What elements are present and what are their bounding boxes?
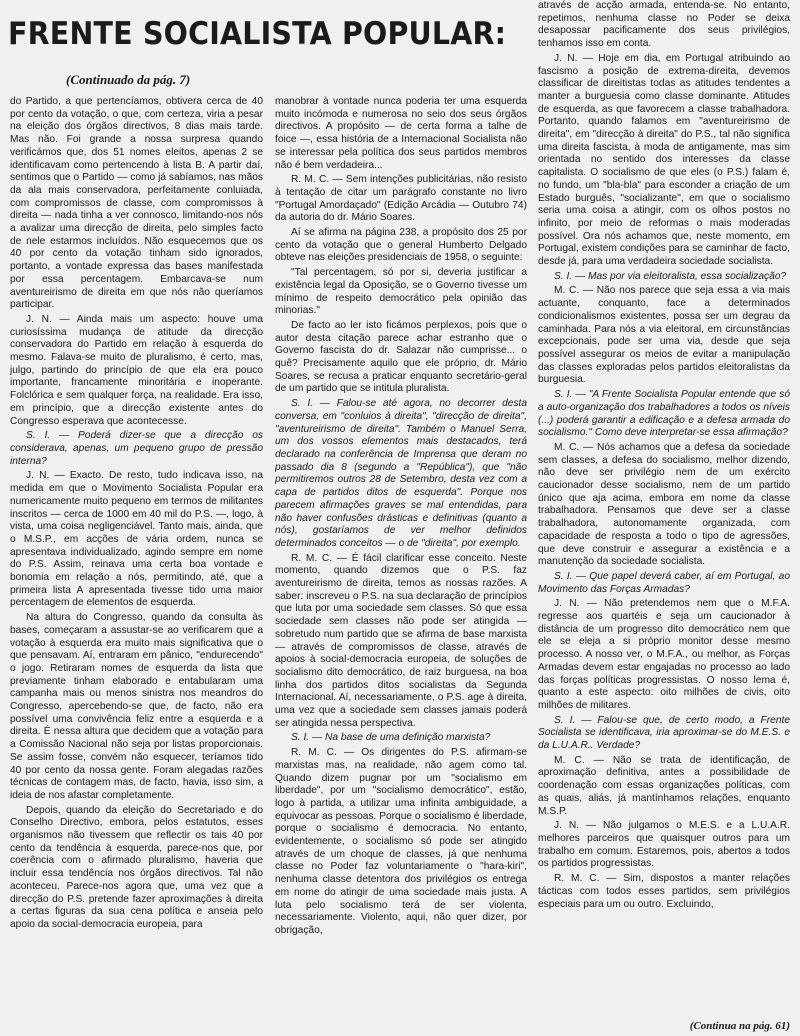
paragraph: S. I. — Que papel deverá caber, aí em Portugal, ao Movimento das Forças Armadas? [538,570,790,595]
paragraph: J. N. — Não julgamos o M.E.S. e a L.U.A.R. melhores parceiros que quaisquer outros para um trabalho em comum. Estaremos, pois, abertos a todos os partidos progressistas. [538,820,790,870]
paragraph: S. I. — "A Frente Socialista Popular entende que só a auto-organização dos trabalhadores a todos os níveis (...) poderá garantir a edificação e a defesa armada do socialismo." Como deve interpretar-se essa afirmação? [538,389,790,439]
paragraph: Na altura do Congresso, quando da consulta às bases, começaram a assustar-se ao verificarem que a votação à esquerda era muito mais significativa que o que pensavam. Aí, entraram em pânico, "endurecendo" o jogo. Retiraram nomes de esquerda da lista que previamente tinham elaborado e entabularam uma campanha mais ou menos sinistra nos meandros do Congresso, apercebendo-se que, de facto, não era possível uma convivência feliz entre a esquerda e a direita. É nessa altura que decidem que a votação para a Comissão Nacional não seja por listas proporcionais. Se assim fosse, convém não esquecer, teríamos tido 40 por cento da nossa gente. Foram alegadas razões técnicas de contagem mas, de facto, havia, isso sim, a ideia de nos afastar completamente. [10,612,263,801]
paragraph: S. I. — Falou-se até agora, no decorrer desta conversa, em "conluios à direita", "direcção de direita", "aventureirismo de direita". Também o Manuel Serra, um dos vossos elementos mais destacados, terá declarado na conferência de Imprensa que deram no passado dia 8 (segundo a "República"), que "não permitiremos outros 28 de Setembro, desta vez com a capa de partidos ditos de esquerda". Porque nos parecem afirmações graves se mal entendidas, para não haver confusões drásticas e definitivas (quanto a nós), gostaríamos de ver melhor definidos determinados conceitos — o de "direita", por exemplo. [275,398,527,549]
paragraph: J. N. — Exacto. De resto, tudo indicava isso, na medida em que o Movimento Socialista Popular era numericamente muito pequeno em termos de militantes inscritos — cerca de 1000 em 40 mil do P.S. —, logo, à vista, uma coisa negligenciável. Tanto mais, ainda, que o M.S.P., em acções de vária ordem, nunca se apresentava individualizado, agindo sempre em nome do P.S. Assim, reinava uma certa boa vontade e bonomia em relação a nós, permitindo, até, que a primeira lista A apresentada tivesse tido uma maior percentagem de elementos de esquerda. [10,470,263,609]
paragraph: através de acção armada, entenda-se. No entanto, repetimos, nenhuma classe no Poder se deixa desapossar pacificamente dos seus privilégios, tenhamos isso em conta. [538,0,790,50]
paragraph: R. M. C. — Sim, dispostos a manter relações tácticas com todos esses partidos, sem privilégios especiais para um ou outro. Excluindo, [538,873,790,910]
paragraph: M. C. — Não nos parece que seja essa a via mais actuante, conquanto, face a determinados condicionalismos existentes, possa ser um degrau da caminhada. Para nós a via eleitoral, em circunstâncias excepcionais, pode ser uma via, desde que seja possível assegurar os meios de evitar a manipulação das classes exploradas pelos partidos eleitoralistas da burguesia. [538,285,790,386]
paragraph: S. I. — Na base de uma definição marxista? [291,732,491,744]
paragraph: Depois, quando da eleição do Secretariado e do Conselho Directivo, embora, pelos estatutos, esses organismos não tivessem que reflectir os tais 40 por cento da tendência à esquerda, parece-nos que, por coerência com o afirmado pluralismo, haveria que incluir essa tendência nos órgãos directivos. Tal não aconteceu. Parece-nos agora que, uma vez que a direcção do P.S. pretende fazer aproximações à direita a certas figuras da sua cena política e anseia pelo apoio da social-democracia europeia, para [10,804,263,930]
paragraph: S. I. — Mas por via eleitoralista, essa socialização? [554,270,787,282]
text-column-3 [538,0,790,1018]
paragraph: S. I. — Poderá dizer-se que a direcção os considerava, apenas, um pequeno grupo de pressão interna? [10,430,263,467]
paragraph: J. N. — Não pretendemos nem que o M.F.A. regresse aos quartéis e seja um caucionador à distância de um progresso dito democrático nem que ele se eleja a si próprio monitor desse mesmo processo. A nosso ver, o M.F.A., ou melhor, as Forças Armadas devem estar engajadas no processo ao lado das forças políticas progressistas. O nosso lema é, quanto a este aspecto: oito milhões de civis, oito milhões de militares. [538,598,790,711]
paragraph: M. C. — Nós achamos que a defesa da sociedade sem classes, a defesa do socialismo, melhor dizendo, não deve ser privilégio nem de um exército caucionador desse socialismo, nem de um partido único que aja acima, embora em nome da classe trabalhadora. Pensamos que deve ser a classe trabalhadora, autonomamente organizada, com capacidade de resposta a todo o tipo de agressões, que deve construir e assegurar a existência e a manutenção da sociedade socialista. [538,441,790,568]
continued-from-note: (Continuado da pág. 7) [66,72,191,87]
paragraph: manobrar à vontade nunca poderia ter uma esquerda muito incómoda e numerosa no seio dos seus órgãos directivos. A propósito — de certa forma a talhe de foice —, essa história de a Internacional Socialista não se interessar pela política dos seus partidos membros não é bem verdadeira... [275,96,527,171]
paragraph: "Tal percentagem, só por si, deveria justificar a existência legal da Oposição, se o Governo tivesse um mínimo de respeito democrático pela opinião das minorias." [275,267,527,317]
article-headline: FRENTE SOCIALISTA POPULAR: [8,16,507,52]
text-column-2 [275,96,527,1018]
paragraph: R. M. C. — Os dirigentes do P.S. afirmam-se marxistas mas, na realidade, não agem como tal. Quando dizem pugnar por um "socialismo em liberdade", por um "socialismo democrático", estão, logo à partida, a utilizar uma infinita ambiguidade, a equivocar as pessoas. Porque o socialismo é liberdade, porque o socialismo é democracia. No entanto, evidentemente, o socialismo só pode ser atingido através de um choque de classes, já que nenhuma classe no Poder faz voluntariamente o "hara-kiri", nenhuma classe detentora dos privilégios os entrega em nome do atingir de uma sociedade mais justa. A luta pelo socialismo terá de ser violenta, necessariamente. Violento, aqui, não quer dizer, por obrigação, [275,747,527,936]
paragraph: Aí se afirma na página 238, a propósito dos 25 por cento da votação que o general Humberto Delgado obteve nas eleições presidenciais de 1958, o seguinte: [275,227,527,264]
text-column-1 [10,96,263,1018]
continued-to-note: (Continua na pág. 61) [689,1020,790,1032]
paragraph: De facto ao ler isto ficámos perplexos, pois que o autor desta citação parece achar estranho que o Governo fascista do dr. Salazar não cumprisse... o quê? Precisamente aquilo que ele próprio, dr. Mário Soares, se recusa a praticar enquanto secretário-geral de um partido que se intitula pluralista. [275,319,527,395]
paragraph: J. N. — Ainda mais um aspecto: houve uma curiosíssima mudança de atitude da direcção conservadora do Partido em relação à esquerda do mesmo. Falava-se muito de pluralismo, é certo, mas, julgo, partindo do princípio de que ela era pouco importante, francamente minoritária e inoperante. Folclórica e sem qualquer força, na realidade. Era isso, em princípio, que a direcção existente antes do Congresso esperava que acontecesse. [10,313,263,427]
paragraph: R. M. C. — É fácil clarificar esse conceito. Neste momento, quando dizemos que o P.S. faz aventureirismo de direita, temos as nossas razões. A saber: inscreveu o P.S. na sua declaração de princípios que luta por uma sociedade sem classes. Só que essa sociedade sem classes não pode ser atingida — sobretudo num partido que se afirma de base marxista — através de compromissos de classe, através de apoios à social-democracia europeia, de soluções de socialismo dito democrático, de raiz burguesa, na boa linha dos partidos ditos socialistas da Segunda Internacional. Aí, necessariamente, o P.S. age à direita, uma vez que a sociedade sem classes jamais poderá ser atingida nessa perspectiva. [275,552,527,729]
paragraph: R. M. C. — Sem intenções publicitárias, não resisto à tentação de citar um parágrafo constante no livro "Portugal Amordaçado" (Edição Arcádia — Outubro 74) da autoria do dr. Mário Soares. [275,174,527,224]
paragraph: S. I. — Falou-se que, de certo modo, a Frente Socialista se identificava, iria aproximar-se do M.E.S. e da L.U.A.R.. Verdade? [538,714,790,752]
paragraph: J. N. — Hoje em dia, em Portugal atribuindo ao fascismo a posição de extrema-direita, devemos classificar de direitistas todas as atitudes tendentes a manter a burguesia como classe dominante. Atitudes de esquerda, as que favorecem a classe trabalhadora. Portanto, quando falamos em "aventureirismo de direita", em "direcção à direita" do P.S., tal não significa uma direita fascista, à moda de antigamente, mas sim orientada no sentido dos interesses da classe capitalista. O socialismo de que eles (o P.S.) falam é, no fundo, um "bla-bla" para esconder a criação de um Estado burguês, "socializante", em que o socialismo seria uma coisa a atingir, com os olhos postos no infinito, por meio de reformas o mais moderadas possível. Ora nós achamos que, neste momento, em Portugal, existem condições para se caminhar de facto, desde já, para uma verdadeira sociedade socialista. [538,52,790,268]
paragraph: do Partido, a que pertencíamos, obtivera cerca de 40 por cento da votação, o que, com certeza, viria a pesar na eleição dos órgãos directivos, 8 dias mais tarde. Mas não. Foi grande a nossa surpresa quando verificámos que, dos 51 nomes eleitos, apenas 2 se identificavam como pertencendo à lista B. A partir daí, sentimos que o Partido — como já sabíamos, nas mãos da ala mais conservadora, perfeitamente conluiada, com compromissos de classe, com compromissos à direita — nada tinha a ver connosco, limitando-nos nós a avalizar uma direcção de direita, pelo simples facto de nele estarmos incluídos. Não esquecemos que os 40 por cento da votação tinham sido ignorados, portanto, a vontade expressa das bases manifestada por essa percentagem. Embarcava-se num aventureirismo de direita em que nós não queríamos participar. [10,96,263,311]
paragraph: M. C. — Não se trata de identificação, de aproximação definitiva, antes a possibilidade de coordenação com essas organizações políticas, com as quais, aliás, já mantínhamos relações, enquanto M.S.P. [538,754,790,817]
